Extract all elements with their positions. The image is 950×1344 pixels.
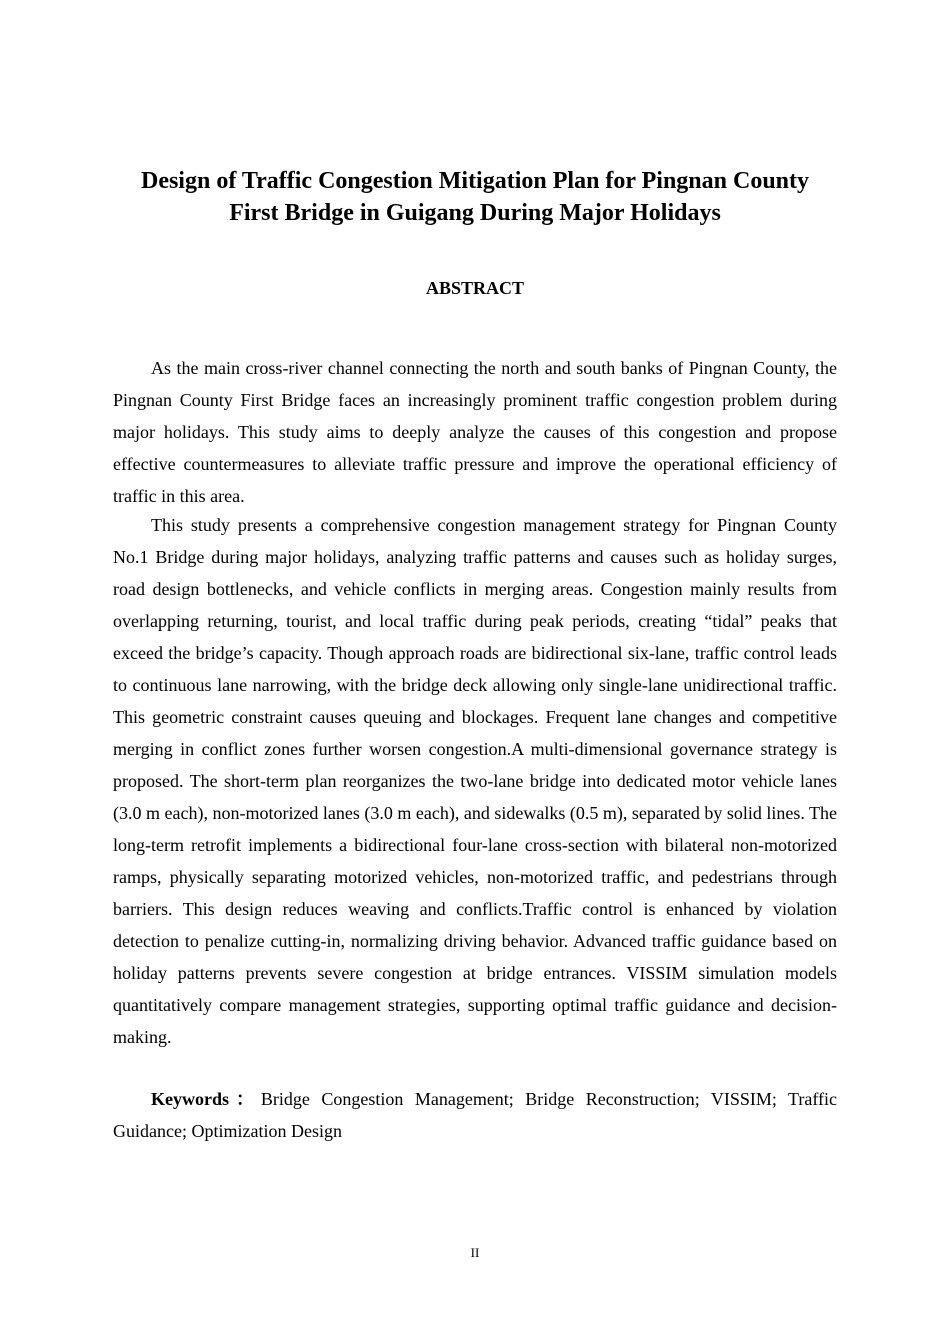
paper-title [95,165,855,229]
abstract-paragraph-1: As the main cross-river channel connecting the north and south banks of Pingnan County, the Pingnan County First Bridge faces an increasingly prominent traffic congestion problem during major holidays. This study aims to deeply analyze the causes of this congestion and propose effective countermeasures to alleviate traffic pressure and improve the operational efficiency of traffic in this area. [113,358,837,506]
keywords [113,1083,837,1147]
page-number: II [470,1245,480,1260]
keywords-text: Bridge Congestion Management; Bridge Reconstruction; VISSIM; Traffic Guidance; Optimization Design [113,1089,837,1141]
abstract-body [113,352,837,1053]
paper-title-line-1: Design of Traffic Congestion Mitigation Plan for Pingnan County [140,168,810,194]
abstract-heading: ABSTRACT [425,278,525,298]
paper-title-line-2: First Bridge in Guigang During Major Holidays [229,200,721,226]
keywords-label: Keywords： [151,1089,261,1109]
abstract-paragraph-2: This study presents a comprehensive congestion management strategy for Pingnan County No.1 Bridge during major holidays, analyzing traffic patterns and causes such as holiday surges, road design bottlenecks, and vehicle conflicts in merging areas. Congestion mainly results from overlapping returning, tourist, and local traffic during peak periods, creating “tidal” peaks that exceed the bridge’s capacity. Though approach roads are bidirectional six-lane, traffic control leads to continuous lane narrowing, with the bridge deck allowing only single-lane unidirectional traffic. This geometric constraint causes queuing and blockages. Frequent lane changes and competitive merging in conflict zones further worsen congestion.A multi-dimensional governance strategy is proposed. The short-term plan reorganizes the two-lane bridge into dedicated motor vehicle lanes (3.0 m each), non-motorized lanes (3.0 m each), and sidewalks (0.5 m), separated by solid lines. The long-term retrofit implements a bidirectional four-lane cross-section with bilateral non-motorized ramps, physically separating motorized vehicles, non-motorized traffic, and pedestrians through barriers. This design reduces weaving and conflicts.Traffic control is enhanced by violation detection to penalize cutting-in, normalizing driving behavior. Advanced traffic guidance based on holiday patterns prevents severe congestion at bridge entrances. VISSIM simulation models quantitatively compare management strategies, supporting optimal traffic guidance and decision-making. [113,515,837,1047]
